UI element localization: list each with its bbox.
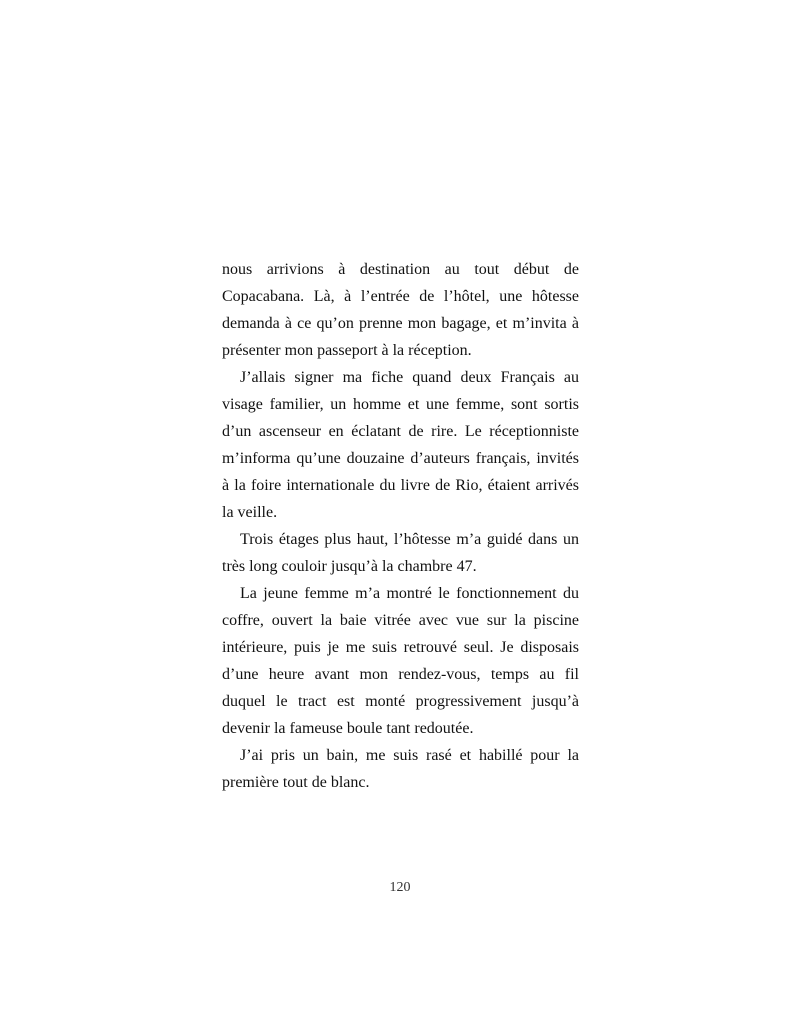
- paragraph-3: Trois étages plus haut, l’hôtesse m’a guidé dans un très long couloir jusqu’à la chambre 47.: [222, 531, 579, 575]
- page-number: 120: [389, 880, 411, 895]
- paragraph-2: J’allais signer ma fiche quand deux Français au visage familier, un homme et une femme, sont sortis d’un ascenseur en éclatant de rire. Le réceptionniste m’informa qu’une douzaine d’auteurs français, invités à la foire internationale du livre de Rio, étaient arrivés la veille.: [222, 369, 579, 521]
- paragraph-4: La jeune femme m’a montré le fonctionnement du coffre, ouvert la baie vitrée avec vue sur la piscine intérieure, puis je me suis retrouvé seul. Je disposais d’une heure avant mon rendez-vous, temps au fil duquel le tract est monté progressivement jusqu’à devenir la fameuse boule tant redoutée.: [222, 585, 579, 737]
- paragraph-5: J’ai pris un bain, me suis rasé et habillé pour la première tout de blanc.: [222, 747, 579, 791]
- body-text: [222, 256, 579, 796]
- paragraph-1: nous arrivions à destination au tout début de Copacabana. Là, à l’entrée de l’hôtel, une hôtesse demanda à ce qu’on prenne mon bagage, et m’invita à présenter mon passeport à la réception.: [222, 261, 579, 359]
